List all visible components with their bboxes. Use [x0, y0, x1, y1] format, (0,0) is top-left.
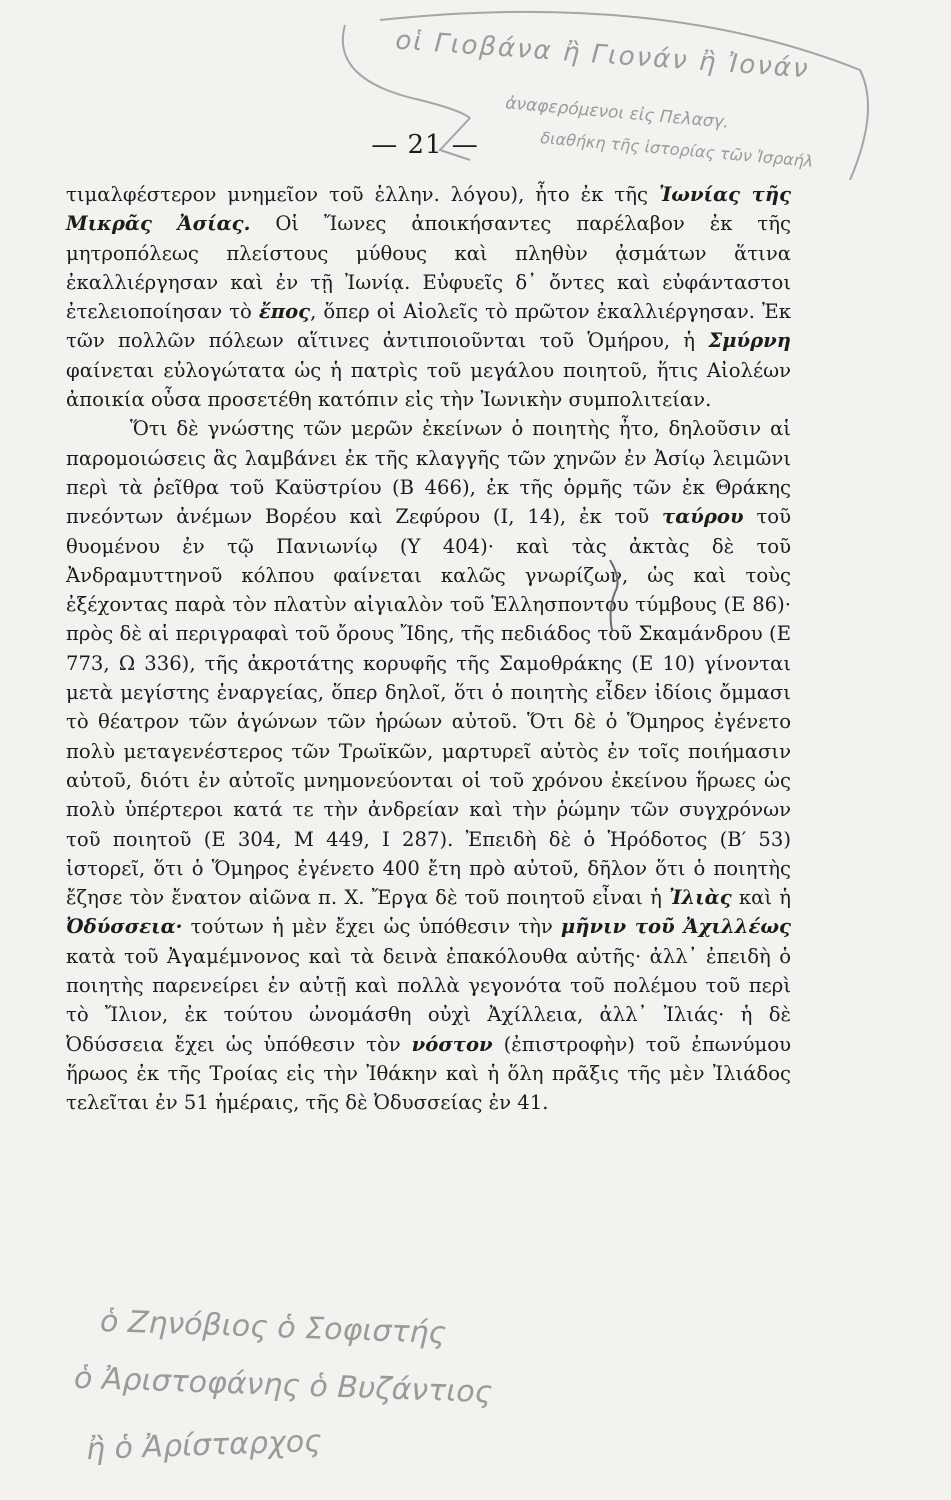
- text-run: τοῦ θυομένου ἐν τῷ Πανιωνίῳ (Υ 404)· καὶ τὰς ἀκτὰς δὲ τοῦ Ἀνδραμυττηνοῦ κόλπου φαίνεται καλῶς γνωρίζων, ὡς καὶ τοὺς ἐξέχοντας παρὰ τὸν πλατὺν αἰγιαλὸν τοῦ Ἑλλησποντου τύμβους (Ε 86)· πρὸς δὲ αἱ περιγραφαὶ τοῦ ὄρους Ἴδης, τῆς πεδιάδος τοῦ Σκαμάνδρου (Ε 773, Ω 336), τῆς ἀκροτάτης κορυφῆς τῆς Σαμοθράκης (Ε 10) γίνονται μετὰ μεγίστης ἐναργείας, ὅπερ δηλοῖ, ὅτι ὁ ποιητὴς εἶδεν ἰδίοις ὄμμασι τὸ θέατρον τῶν ἀγώνων τῶν ἡρώων αὐτοῦ. Ὅτι δὲ ὁ Ὅμηρος ἐγένετο πολὺ μεταγενέστερος τῶν Τρωϊκῶν, μαρτυρεῖ αὐτὸς ἐν τοῖς ποιήμασιν αὐτοῦ, διότι ἐν αὐτοῖς μνημονεύονται οἱ τοῦ χρόνου ἐκείνου ἥρωες ὡς πολὺ ὑπέρτεροι κατά τε τὴν ἀνδρείαν καὶ τὴν ῥώμην τῶν συγχρόνων τοῦ ποιητοῦ (Ε 304, Μ 449, Ι 287). Ἐπειδὴ δὲ ὁ Ἡρόδοτος (Β′ 53) ἱστορεῖ, ὅτι ὁ Ὅμηρος ἐγένετο 400 ἔτη πρὸ αὐτοῦ, δῆλον ὅτι ὁ ποιητὴς ἔζησε τὸν ἔνατον αἰῶνα π. Χ. Ἔργα δὲ τοῦ ποιητοῦ εἶναι ἡ: [66, 505, 791, 910]
- handwritten-note-bottom-2: ὁ Ἀριστοφάνης ὁ Βυζάντιος: [73, 1360, 493, 1411]
- text-run: Ὅτι δὲ γνώστης τῶν μερῶν ἐκείνων ὁ ποιητὴς ἦτο, δηλοῦσιν αἱ παρομοιώσεις ἃς λαμβάνει ἐκ τῆς κλαγγῆς τῶν χηνῶν ἐν Ἀσίῳ λειμῶνι περὶ τὰ ῥεῖθρα τοῦ Καϋστρίου (Β 466), ἐκ τῆς ὁρμῆς τῶν ἐκ Θράκης πνεόντων ἀνέμων Βορέου καὶ Ζεφύρου (Ι, 14), ἐκ τοῦ: [66, 417, 791, 529]
- page-number: — 21 —: [371, 130, 479, 160]
- paragraph-1: [66, 180, 791, 414]
- emphasis-smyrni: Σμύρνη: [708, 329, 791, 353]
- body-text: [66, 180, 791, 1118]
- text-run: κατὰ τοῦ Ἀγαμέμνονος καὶ τὰ δεινὰ ἐπακόλουθα αὐτῆς· ἀλλ᾽ ἐπειδὴ ὁ ποιητὴς παρενείρει ἐν αὐτῇ καὶ πολλὰ γεγονότα τοῦ πολέμου τοῦ περὶ τὸ Ἴλιον, ἐκ τούτου ὠνομάσθη οὐχὶ Ἀχίλλεια, ἀλλ᾽ Ἰλιάς· ἡ δὲ Ὀδύσσεια ἔχει ὡς ὑπόθεσιν τὸν: [66, 944, 791, 1056]
- emphasis-noston: νόστον: [411, 1032, 493, 1056]
- handwritten-note-top: οἱ Γιοβάνα ἢ Γιονάν ἢ Ἰονάν: [394, 25, 811, 85]
- text-run: τιμαλφέστερον μνημεῖον τοῦ ἑλλην. λόγου), ἦτο ἐκ τῆς: [66, 183, 659, 206]
- emphasis-minin: μῆνιν τοῦ Ἀχιλλέως: [560, 915, 791, 939]
- handwritten-note-top-3: διαθήκη τῆς ἱστορίας τῶν Ἰσραήλ: [539, 128, 815, 171]
- handwritten-note-bottom-1: ὁ Ζηνόβιος ὁ Σοφιστής: [99, 1303, 447, 1352]
- text-run: Οἱ Ἴωνες ἀποικήσαντες παρέλαβον ἐκ τῆς μητροπόλεως πλείστους μύθους καὶ πληθὺν ᾀσμάτων ἅτινα ἐκαλλιέργησαν καὶ ἐν τῇ Ἰωνίᾳ. Εὐφυεῖς δ᾽ ὄντες καὶ εὐφάνταστοι ἐτελειοποίησαν τὸ: [66, 212, 791, 324]
- handwritten-note-bottom-3: ἢ ὁ Ἀρίσταρχος: [85, 1423, 323, 1468]
- emphasis-tavrou: ταύρου: [662, 505, 744, 529]
- emphasis-epos: ἔπος: [258, 300, 311, 324]
- handwritten-note-top-2: ἀναφερόμενοι εἰς Πελασγ.: [504, 93, 730, 133]
- text-run: καὶ ἡ: [731, 886, 791, 910]
- text-run: φαίνεται εὐλογώτατα ὡς ἡ πατρὶς τοῦ μεγάλου ποιητοῦ, ἥτις Αἰολέων ἀποικία οὖσα προσετέθη κατόπιν εἰς τὴν Ἰωνικὴν συμπολιτείαν.: [66, 358, 791, 412]
- text-run: , ὅπερ οἱ Αἰολεῖς τὸ πρῶτον ἐκαλλιέργησαν. Ἐκ τῶν πολλῶν πόλεων αἵτινες ἀντιποιοῦνται τοῦ Ὁμήρου, ἡ: [66, 300, 791, 353]
- emphasis-ionia: Ἰωνίας τῆς Μικρᾶς Ἀσίας.: [66, 183, 791, 236]
- text-run: τούτων ἡ μὲν ἔχει ὡς ὑπόθεσιν τὴν: [182, 915, 561, 939]
- emphasis-ilias: Ἰλιὰς: [669, 886, 732, 910]
- text-run: (ἐπιστροφὴν) τοῦ ἐπωνύμου ἥρωος ἐκ τῆς Τροίας εἰς τὴν Ἰθάκην καὶ ἡ ὅλη πρᾶξις τῆς μὲν Ἰλιάδος τελεῖται ἐν 51 ἡμέραις, τῆς δὲ Ὀδυσσείας ἐν 41.: [66, 1032, 791, 1115]
- paragraph-2: [66, 414, 791, 1117]
- emphasis-odysseia: Ὀδύσσεια·: [66, 915, 183, 939]
